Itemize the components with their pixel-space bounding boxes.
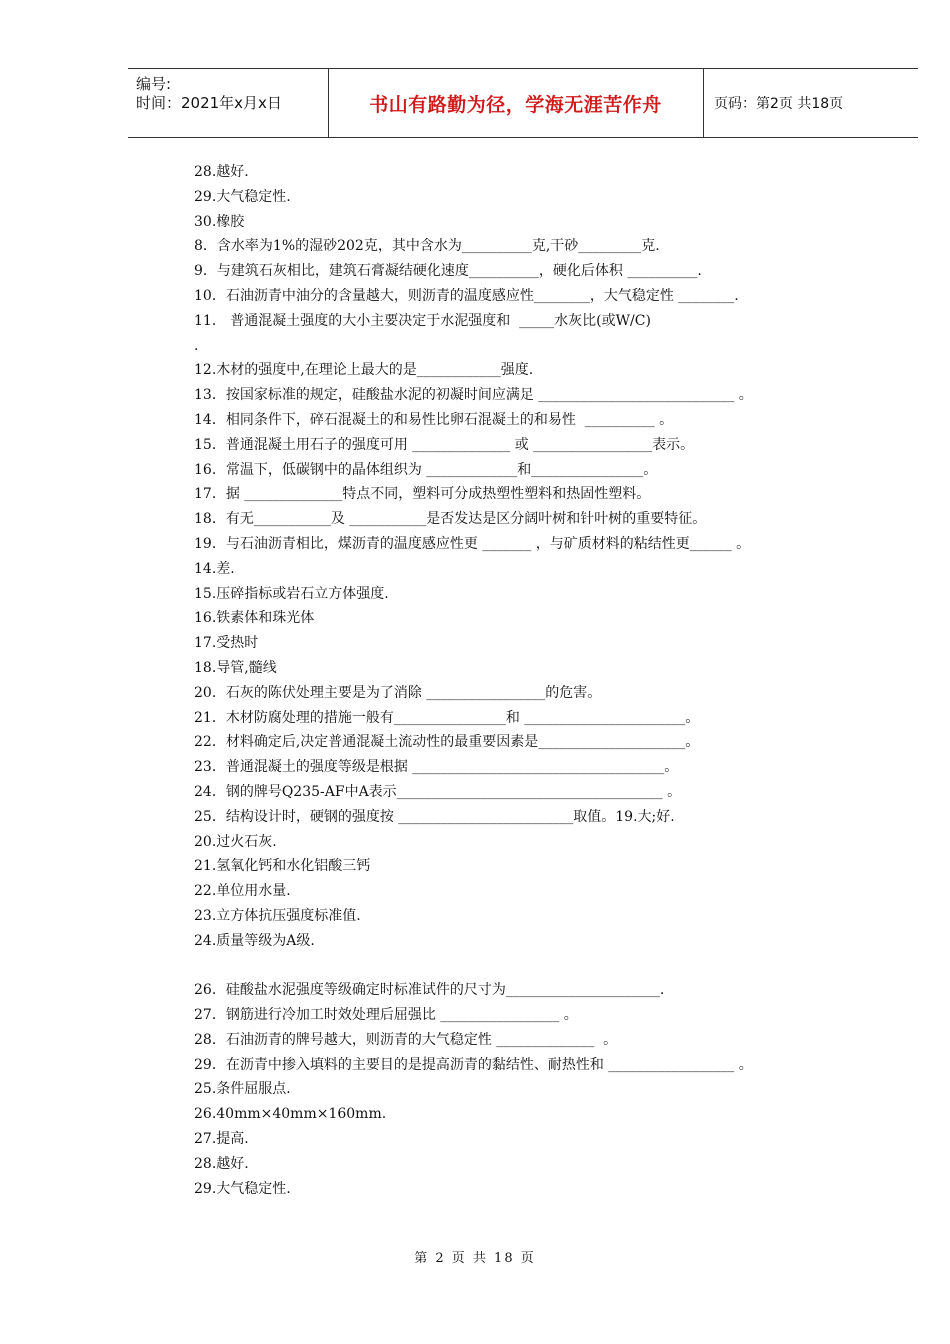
text-line: 9．与建筑石灰相比，建筑石膏凝结硬化速度__________，硬化后体积 __________. (194, 263, 702, 280)
text-line: . (194, 337, 199, 354)
document-number-label: 编号: (136, 75, 172, 93)
text-line: 26．硅酸盐水泥强度等级确定时标准试件的尺寸为______________________. (194, 982, 665, 999)
text-line: 26.40mm×40mm×160mm. (194, 1106, 387, 1123)
text-line: 30.橡胶 (194, 213, 245, 230)
text-line: 19．与石油沥青相比，煤沥青的温度感应性更 _______ ，与矿质材料的粘结性更______ 。 (194, 535, 751, 552)
text-line: 20.过火石灰. (194, 833, 277, 850)
text-line: 29．在沥青中掺入填料的主要目的是提高沥青的黏结性、耐热性和 __________________ 。 (194, 1056, 753, 1073)
text-line (194, 954, 874, 979)
header-meta-cell (128, 69, 329, 137)
text-line: 15．普通混凝土用石子的强度可用 ______________ 或 _________________表示。 (194, 436, 695, 453)
text-line: 16．常温下，低碳钢中的晶体组织为 _____________和________________。 (194, 461, 658, 478)
text-line: 28.越好. (194, 1155, 249, 1172)
text-line: 15.压碎指标或岩石立方体强度. (194, 585, 389, 602)
text-line: 14.差. (194, 560, 235, 577)
text-line: 24.质量等级为A级. (194, 932, 315, 949)
text-line: 22.单位用水量. (194, 883, 291, 900)
document-time-label: 时间：2021年x月x日 (136, 94, 282, 112)
text-line: 27．钢筋进行冷加工时效处理后屈强比 _________________ 。 (194, 1007, 578, 1024)
text-line: 20．石灰的陈伏处理主要是为了消除 _________________的危害。 (194, 684, 602, 701)
text-line: 29.大气稳定性. (194, 1180, 291, 1197)
text-line: 22．材料确定后,决定普通混凝土流动性的最重要因素是_____________________。 (194, 734, 700, 751)
header-motto: 书山有路勤为径，学海无涯苦作舟 (369, 93, 662, 116)
text-line: 16.铁素体和珠光体 (194, 610, 315, 627)
text-line: 21．木材防腐处理的措施一般有________________和 _______________________。 (194, 709, 700, 726)
header-page-info: 页码：第2页 共18页 (714, 96, 844, 112)
text-line: 8．含水率为1%的湿砂202克，其中含水为__________克,干砂_________克. (194, 238, 660, 255)
page-header (128, 68, 918, 138)
text-line: 28．石油沥青的牌号越大，则沥青的大气稳定性 ______________ 。 (194, 1031, 618, 1048)
text-line: 18．有无___________及 ___________是否发达是区分阔叶树和针叶树的重要特征。 (194, 511, 707, 528)
text-line: 13．按国家标准的规定，硅酸盐水泥的初凝时间应满足 ____________________________ 。 (194, 387, 753, 404)
document-body (194, 160, 874, 1201)
text-line: 23．普通混凝土的强度等级是根据 ____________________________________。 (194, 759, 679, 776)
text-line: 28.越好. (194, 164, 249, 180)
text-line: 27.提高. (194, 1131, 249, 1148)
text-line: 23.立方体抗压强度标准值. (194, 907, 361, 924)
text-line: 25.条件屈服点. (194, 1081, 291, 1098)
text-line: 10．石油沥青中油分的含量越大，则沥青的温度感应性________，大气稳定性 ________. (194, 287, 739, 304)
page-footer: 第 2 页 共 18 页 (414, 1251, 536, 1266)
text-line: 21.氢氧化钙和水化铝酸三钙 (194, 858, 371, 875)
text-line: 11． 普通混凝土强度的大小主要决定于水泥强度和 _____水灰比(或W/C) (194, 312, 651, 329)
header-motto-cell (328, 69, 704, 137)
text-line: 25．结构设计时，硬钢的强度按 _________________________取值。19.大;好. (194, 808, 675, 825)
text-line: 24．钢的牌号Q235-AF中A表示______________________________________ 。 (194, 783, 682, 800)
text-line: 18.导管,髓线 (194, 659, 277, 676)
text-line: 29.大气稳定性. (194, 188, 291, 205)
text-line: 12.木材的强度中,在理论上最大的是____________强度. (194, 362, 534, 379)
text-line: 14．相同条件下，碎石混凝土的和易性比卵石混凝土的和易性 __________ 。 (194, 411, 674, 428)
text-line: 17.受热时 (194, 635, 259, 652)
text-line: 17．据 ______________特点不同，塑料可分成热塑性塑料和热固性塑料。 (194, 486, 651, 503)
header-page-cell (704, 69, 918, 137)
